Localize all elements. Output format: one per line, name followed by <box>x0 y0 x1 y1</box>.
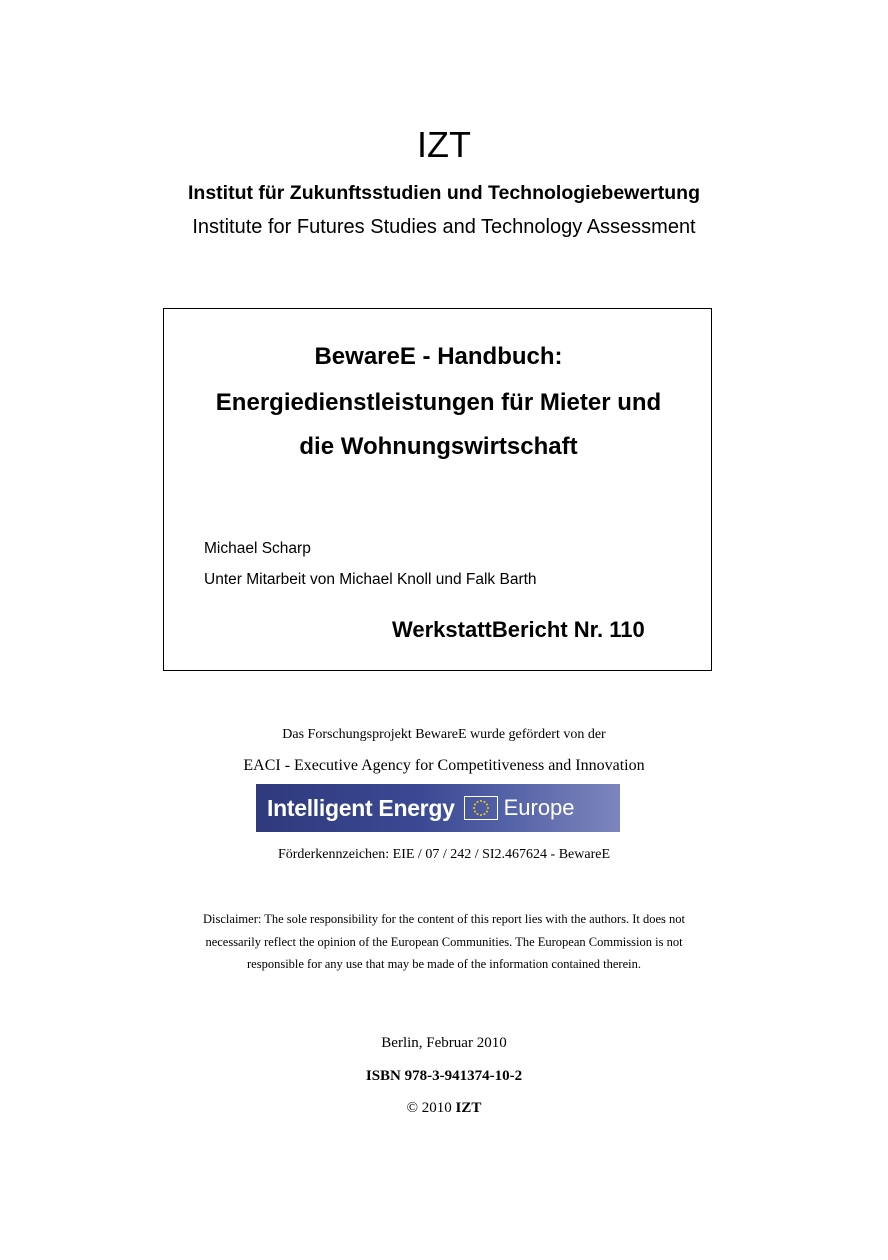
city-date: Berlin, Februar 2010 <box>381 1035 507 1051</box>
isbn: ISBN 978-3-941374-10-2 <box>365 1068 523 1084</box>
author: Michael Scharp <box>204 540 311 557</box>
disclaimer-line-2: necessarily reflect the opinion of the European Communities. The European Commission is not <box>205 934 683 949</box>
logo-word-intelligent-energy: Intelligent Energy <box>267 794 455 821</box>
copyright-prefix: © 2010 <box>406 1100 452 1116</box>
title-line-1: BewareE - Handbuch: <box>314 343 563 370</box>
title-line-2: Energiedienstleistungen für Mieter und <box>215 389 662 416</box>
grant-number: Förderkennzeichen: EIE / 07 / 242 / SI2.467624 - BewareE <box>277 847 611 862</box>
copyright <box>0 1100 888 1117</box>
eu-flag-icon <box>464 796 498 820</box>
institute-name-de: Institut für Zukunftsstudien und Technologiebewertung <box>187 182 701 204</box>
institute-name-en: Institute for Futures Studies and Technology Assessment <box>192 216 696 238</box>
copyright-org: IZT <box>455 1100 482 1116</box>
izt-acronym: IZT <box>417 124 471 165</box>
title-box <box>163 308 712 671</box>
logo-word-europe: Europe <box>503 795 575 820</box>
contributors: Unter Mitarbeit von Michael Knoll und Falk Barth <box>204 571 537 588</box>
disclaimer-line-1: Disclaimer: The sole responsibility for the content of this report lies with the authors. It does not <box>203 912 685 926</box>
funding-note: Das Forschungsprojekt BewareE wurde gefördert von der <box>282 727 606 742</box>
title-line-3: die Wohnungswirtschaft <box>299 433 578 460</box>
disclaimer-line-3: responsible for any use that may be made of the information contained therein. <box>247 957 641 971</box>
disclaimer <box>0 908 888 976</box>
intelligent-energy-europe-logo <box>256 784 620 832</box>
report-number: WerkstattBericht Nr. 110 <box>392 617 645 642</box>
funding-agency: EACI - Executive Agency for Competitiveness and Innovation <box>243 757 645 774</box>
